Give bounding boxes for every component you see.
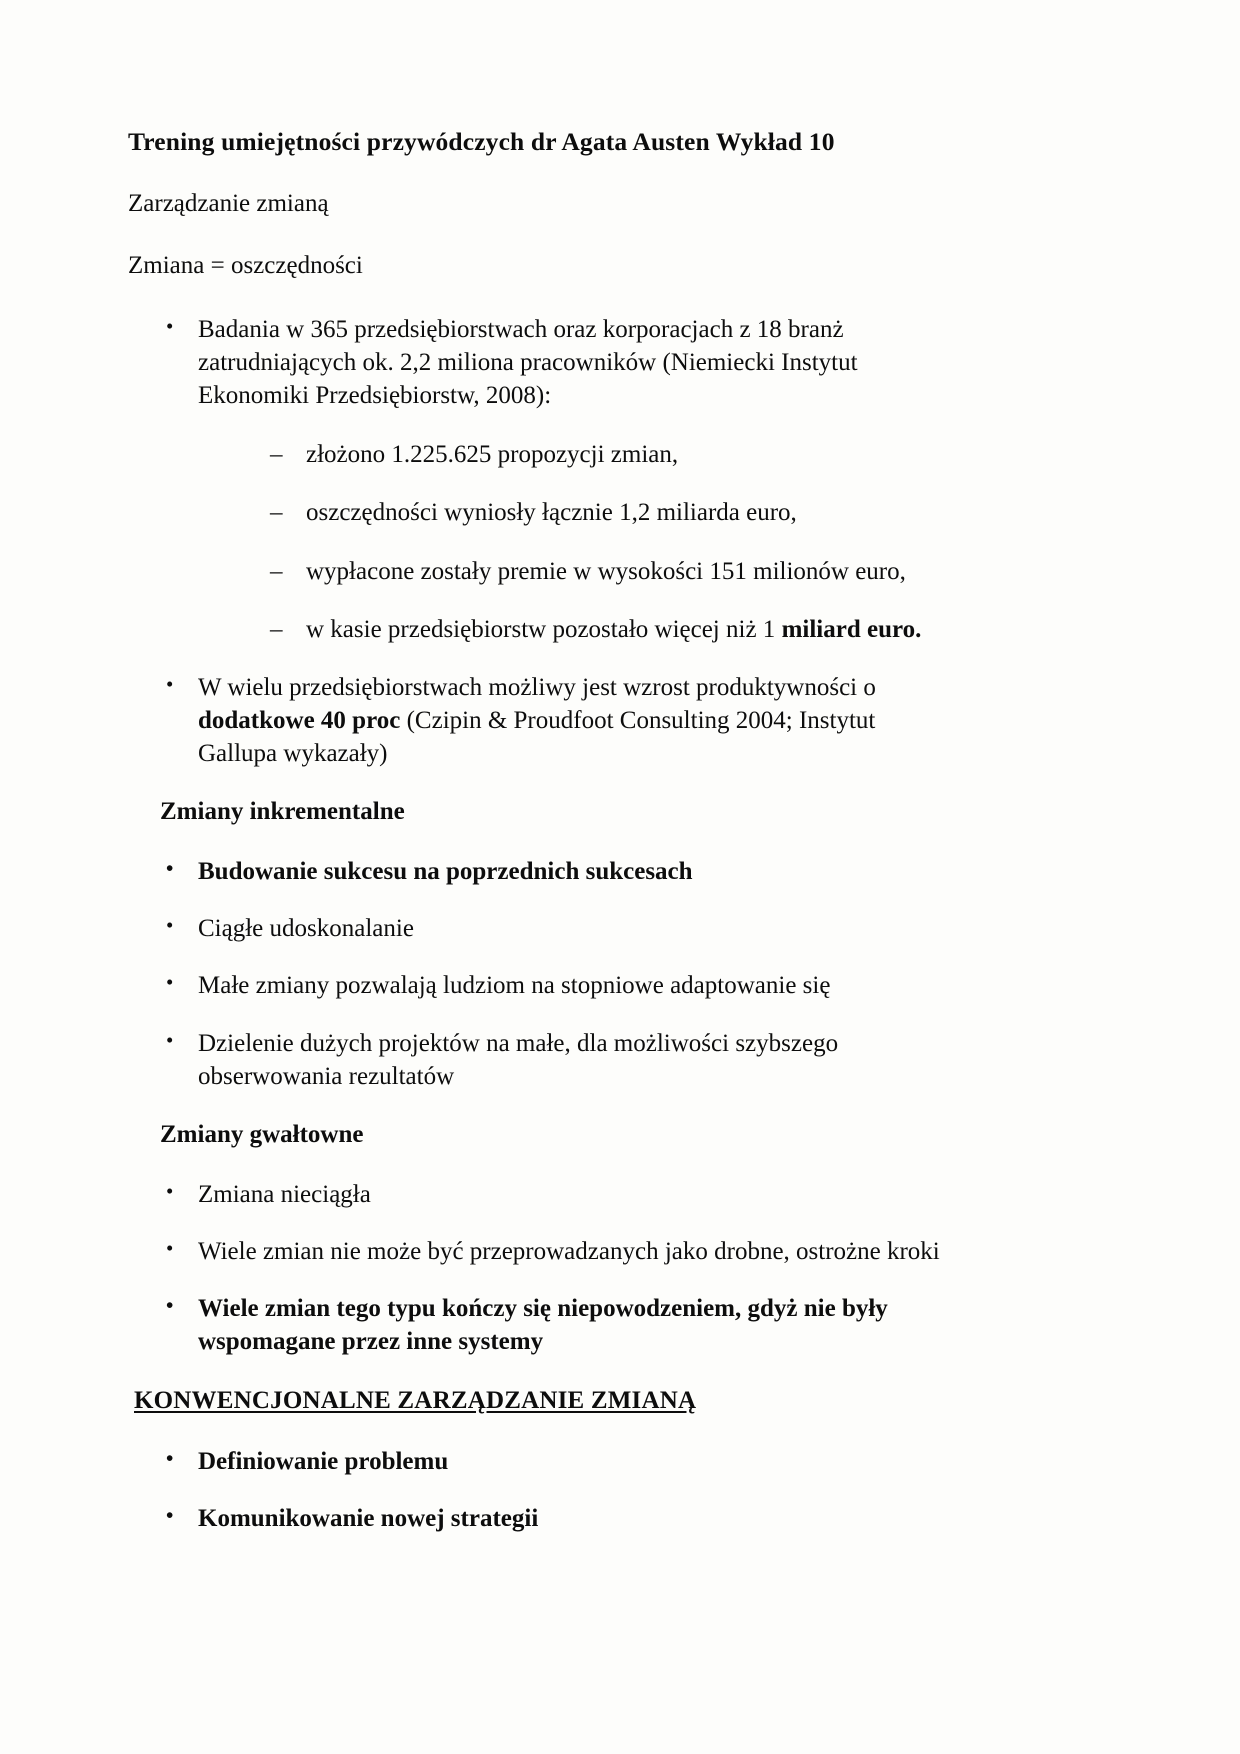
sub-bullet-emphasis: miliard euro. [781, 616, 922, 644]
list-item [198, 497, 928, 530]
research-bullet-list [128, 313, 928, 771]
sub-bullet-text: w kasie przedsiębiorstw pozostało więcej niż 1 [306, 616, 782, 644]
bullet-line: Badania w 365 przedsiębiorstwach oraz korporacjach z 18 branż [198, 315, 844, 343]
list-item [128, 1502, 928, 1535]
sub-bullet-text: złożono 1.225.625 propozycji zmian, [306, 440, 679, 468]
heading-zmiany-gwaltowne: Zmiany gwałtowne [160, 1121, 364, 1149]
list-item [128, 1178, 928, 1211]
bullet-line: Ekonomiki Przedsiębiorstw, 2008): [198, 382, 552, 410]
incremental-bullet-list [128, 855, 928, 1093]
list-item [198, 556, 928, 589]
sub-bullet-text: wypłacone zostały premie w wysokości 151 milionów euro, [306, 557, 906, 585]
page-title: Trening umiejętności przywódczych dr Agata Austen Wykład 10 [128, 127, 835, 156]
bullet-line: Wiele zmian tego typu kończy się niepowodzeniem, gdyż nie były [198, 1295, 888, 1323]
conventional-bullet-list [128, 1445, 928, 1536]
heading-zmiany-inkrementalne: Zmiany inkrementalne [160, 798, 405, 826]
bullet-line: wspomagane przez inne systemy [198, 1328, 544, 1356]
bullet-line: zatrudniających ok. 2,2 miliona pracowników (Niemiecki Instytut [198, 349, 858, 377]
list-item [128, 969, 928, 1002]
bullet-line: Definiowanie problemu [198, 1448, 449, 1476]
document-content [128, 126, 940, 1562]
list-item [128, 1027, 928, 1094]
bullet-line: (Czipin & Proudfoot Consulting 2004; Instytut [400, 706, 876, 734]
list-item [128, 912, 928, 945]
bullet-line: W wielu przedsiębiorstwach możliwy jest wzrost produktywności o [198, 673, 876, 701]
research-sub-list [198, 439, 928, 647]
bullet-emphasis: dodatkowe 40 proc [198, 706, 401, 734]
list-item [128, 671, 928, 771]
bullet-line: Wiele zmian nie może być przeprowadzanych jako drobne, ostrożne kroki [198, 1237, 940, 1265]
bullet-line: obserwowania rezultatów [198, 1062, 455, 1090]
equation-zmiana-oszczednosci: Zmiana = oszczędności [128, 252, 363, 280]
list-item [128, 1445, 928, 1478]
bullet-line: Małe zmiany pozwalają ludziom na stopniowe adaptowanie się [198, 972, 831, 1000]
bullet-line: Zmiana nieciągła [198, 1180, 371, 1208]
bullet-line: Budowanie sukcesu na poprzednich sukcesach [198, 857, 693, 885]
subtitle-zarzadzanie-zmiana: Zarządzanie zmianą [128, 189, 329, 217]
bullet-line: Komunikowanie nowej strategii [198, 1505, 539, 1533]
abrupt-bullet-list [128, 1178, 940, 1359]
bullet-line: Ciągłe udoskonalanie [198, 915, 414, 943]
list-item [128, 1292, 928, 1359]
list-item [198, 439, 928, 472]
bullet-line: Gallupa wykazały) [198, 740, 388, 768]
bullet-line: Dzielenie dużych projektów na małe, dla możliwości szybszego [198, 1029, 839, 1057]
sub-bullet-text: oszczędności wyniosły łącznie 1,2 miliarda euro, [306, 499, 797, 527]
list-item [198, 614, 928, 647]
heading-konwencjonalne-zarzadzanie-zmiana: KONWENCJONALNE ZARZĄDZANIE ZMIANĄ [134, 1386, 697, 1414]
list-item [128, 313, 928, 647]
list-item [128, 1235, 940, 1268]
list-item [128, 855, 928, 888]
